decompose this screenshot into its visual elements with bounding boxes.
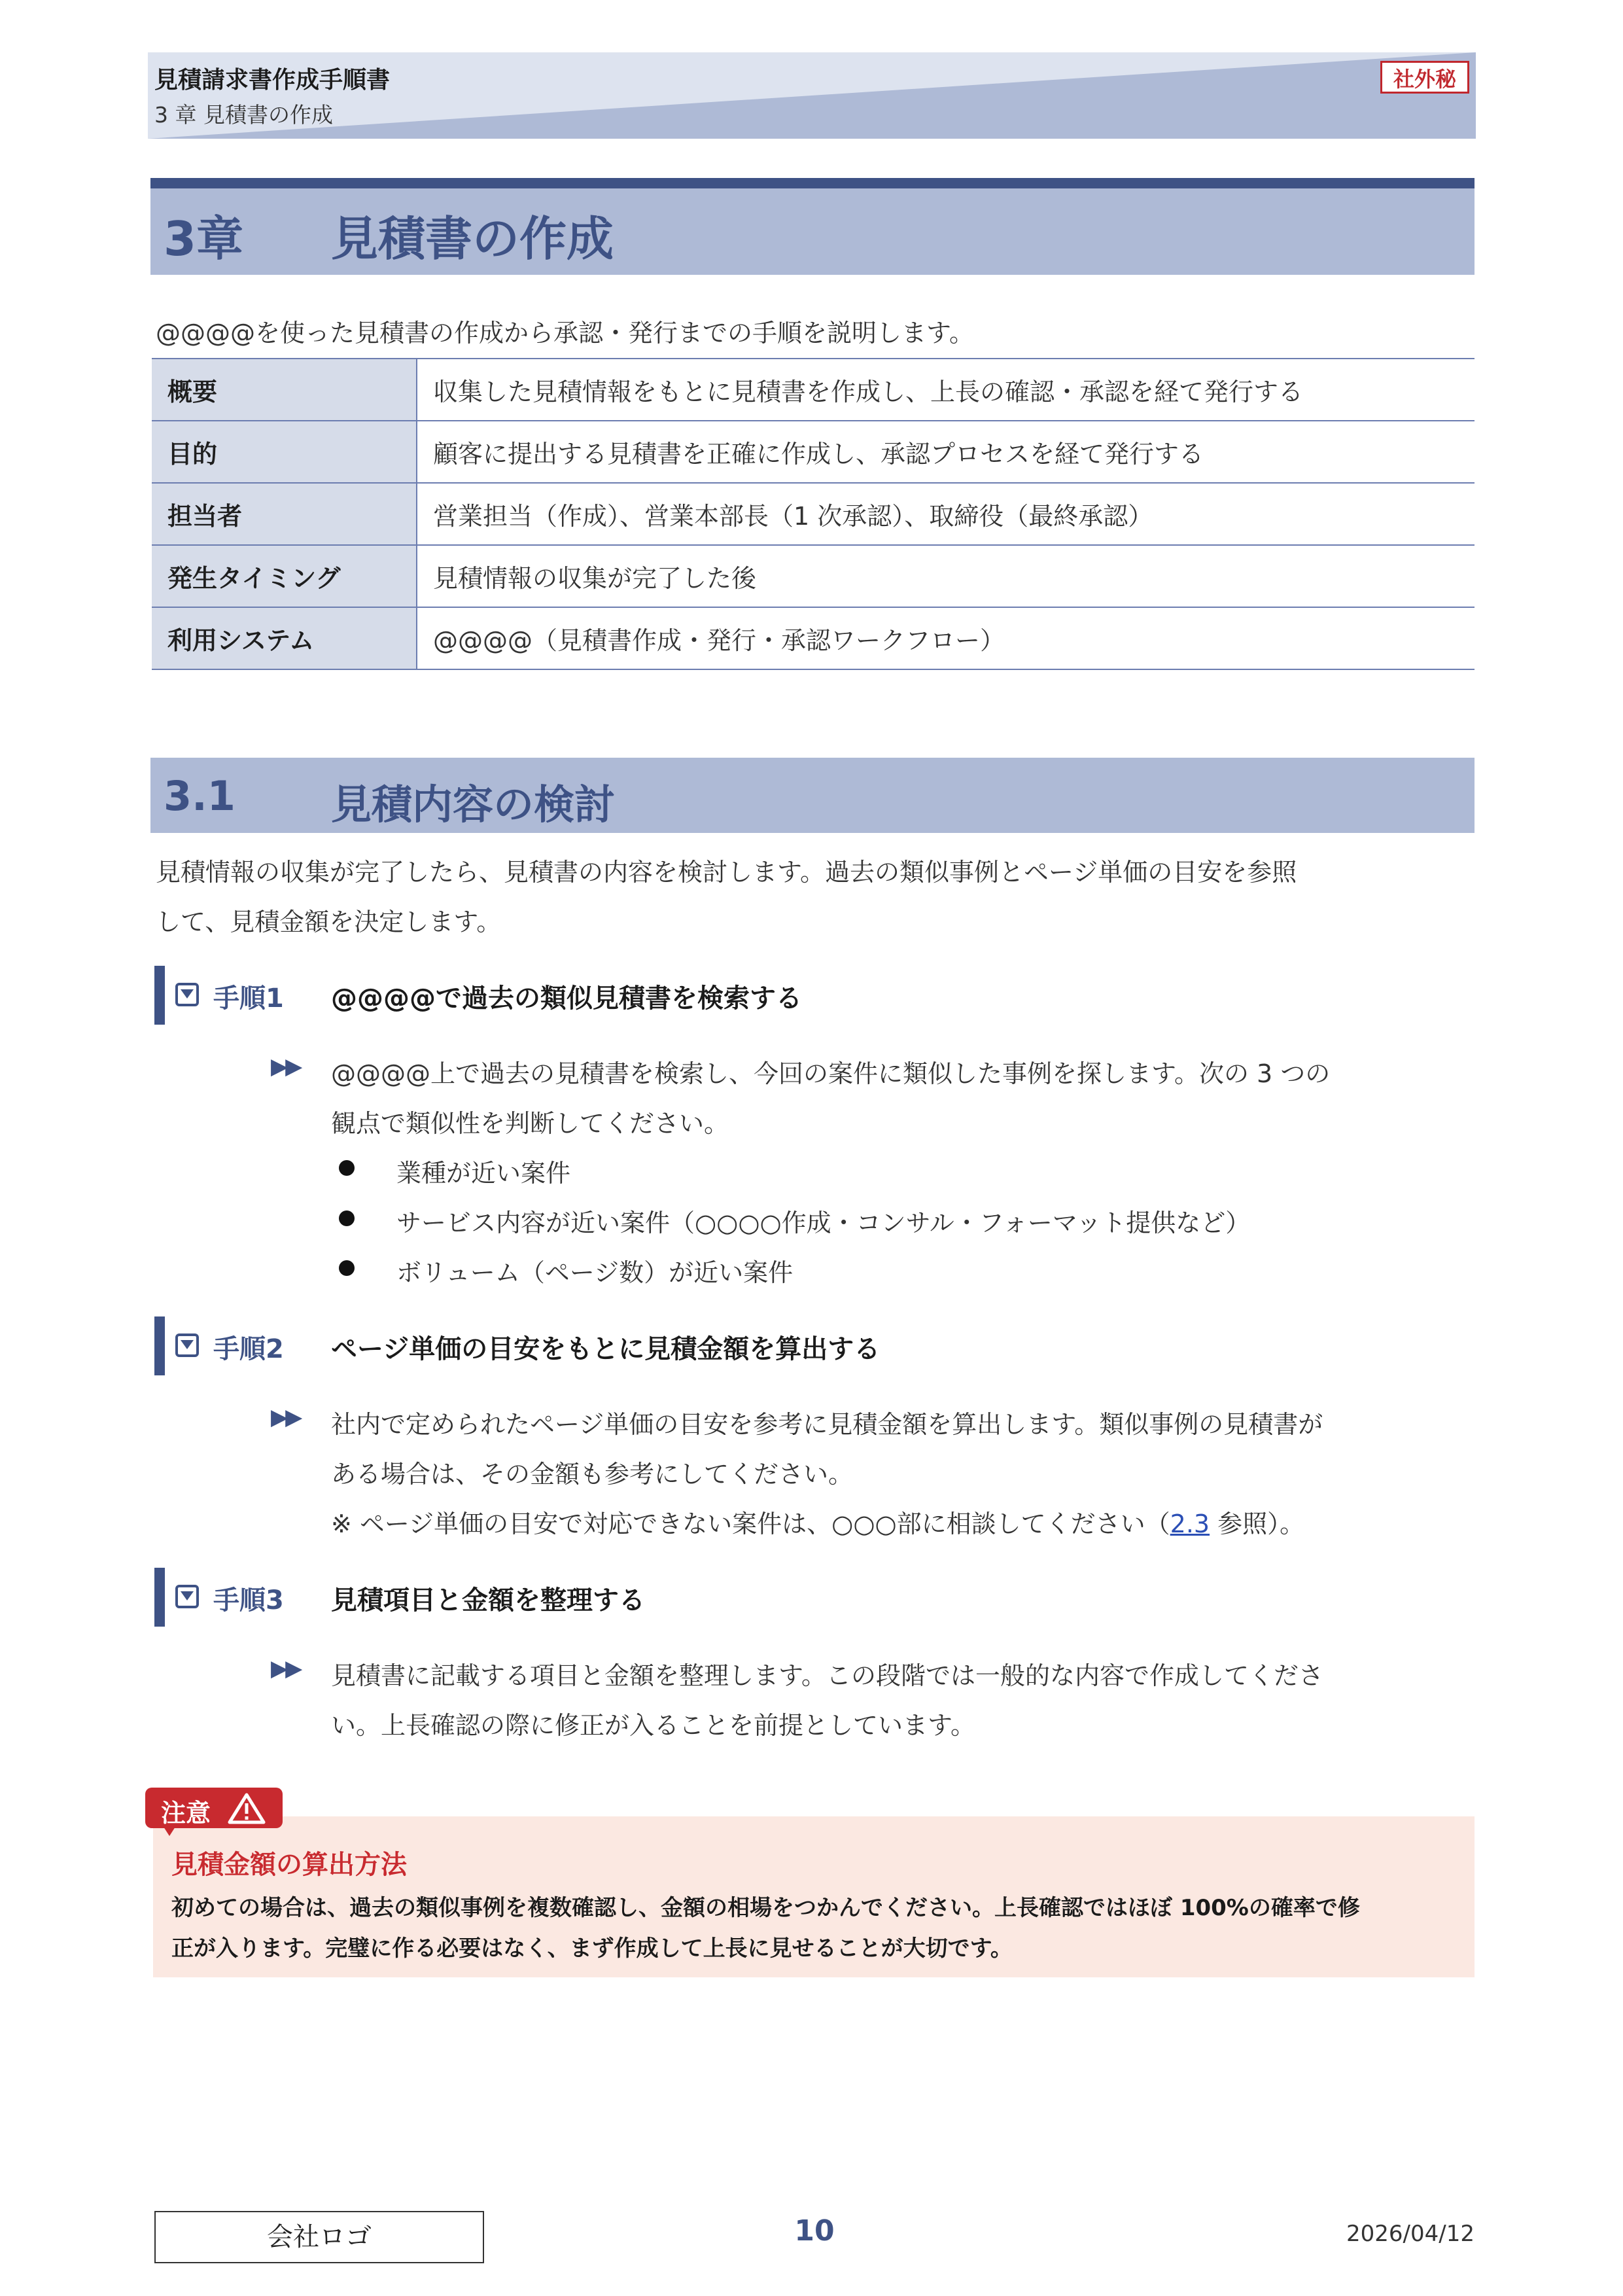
step-marker-bar xyxy=(154,966,165,1025)
bullet-dot xyxy=(339,1260,355,1276)
double-arrow-icon: ▶▶ xyxy=(271,1404,300,1430)
table-row xyxy=(152,545,1475,607)
section-link[interactable]: 2.3 xyxy=(1170,1510,1210,1538)
step-title: ページ単価の目安をもとに見積金額を算出する xyxy=(331,1334,881,1364)
table-key-owner: 担当者 xyxy=(152,483,417,545)
company-logo-placeholder: 会社ロゴ xyxy=(154,2211,484,2263)
chapter-intro: @@@@を使った見積書の作成から承認・発行までの手順を説明します。 xyxy=(156,319,974,347)
table-key-system: 利用システム xyxy=(152,607,417,669)
step-note xyxy=(331,1504,1304,1540)
table-value-system: @@@@（見積書作成・発行・承認ワークフロー） xyxy=(417,607,1475,669)
step-label: 手順2 xyxy=(213,1334,284,1364)
section-intro-line: 見積情報の収集が完了したら、見積書の内容を検討します。過去の類似事例とページ単価の目安を参照 xyxy=(156,858,1297,887)
table-row xyxy=(152,359,1475,421)
caution-text-line: 正が入ります。完璧に作る必要はなく、まず作成して上長に見せることが大切です。 xyxy=(171,1935,1013,1962)
table-value-owner: 営業担当（作成）、営業本部長（1 次承認）、取締役（最終承認） xyxy=(417,483,1475,545)
step-text-line: @@@@上で過去の見積書を検索し、今回の案件に類似した事例を探します。次の 3 つの xyxy=(331,1059,1331,1088)
page-number: 10 xyxy=(794,2214,835,2248)
header-doc-title: 見積請求書作成手順書 xyxy=(154,67,391,94)
step-label: 手順1 xyxy=(213,983,284,1014)
table-row xyxy=(152,607,1475,669)
table-row xyxy=(152,483,1475,545)
table-key-overview: 概要 xyxy=(152,359,417,421)
step-label: 手順3 xyxy=(213,1585,284,1616)
table-value-purpose: 顧客に提出する見積書を正確に作成し、承認プロセスを経て発行する xyxy=(417,421,1475,483)
chapter-top-rule xyxy=(150,178,1475,188)
table-key-purpose: 目的 xyxy=(152,421,417,483)
step-marker-bar xyxy=(154,1316,165,1375)
confidential-stamp: 社外秘 xyxy=(1380,61,1469,94)
caution-text-line: 初めての場合は、過去の類似事例を複数確認し、金額の相場をつかんでください。上長確認ではほぼ 100%の確率で修 xyxy=(171,1895,1360,1921)
chevron-down-icon xyxy=(175,983,199,1006)
step-marker-bar xyxy=(154,1568,165,1627)
step-title: @@@@で過去の類似見積書を検索する xyxy=(331,983,802,1014)
header-chapter-line: 3 章 見積書の作成 xyxy=(154,102,333,128)
bullet-dot xyxy=(339,1210,355,1226)
bullet-item: サービス内容が近い案件（○○○○作成・コンサル・フォーマット提供など） xyxy=(396,1209,1251,1237)
step-text-line: ある場合は、その金額も参考にしてください。 xyxy=(331,1460,854,1489)
bullet-item: 業種が近い案件 xyxy=(396,1159,571,1188)
chevron-down-icon xyxy=(175,1585,199,1608)
table-value-timing: 見積情報の収集が完了した後 xyxy=(417,545,1475,607)
double-arrow-icon: ▶▶ xyxy=(271,1655,300,1682)
table-key-timing: 発生タイミング xyxy=(152,545,417,607)
step-text-line: 観点で類似性を判断してください。 xyxy=(331,1109,729,1138)
step-title: 見積項目と金額を整理する xyxy=(331,1585,645,1616)
step-note-suffix: 参照）。 xyxy=(1210,1510,1305,1538)
section-number: 3.1 xyxy=(164,772,236,820)
table-value-overview: 収集した見積情報をもとに見積書を作成し、上長の確認・承認を経て発行する xyxy=(417,359,1475,421)
chapter-number: 3章 xyxy=(164,211,244,266)
step-text-line: い。上長確認の際に修正が入ることを前提としています。 xyxy=(331,1711,975,1740)
step-text-line: 見積書に記載する項目と金額を整理します。この段階では一般的な内容で作成してくださ xyxy=(331,1661,1323,1690)
section-title: 見積内容の検討 xyxy=(331,781,616,828)
table-row xyxy=(152,421,1475,483)
warning-triangle-icon xyxy=(228,1792,266,1828)
step-text-line: 社内で定められたページ単価の目安を参考に見積金額を算出します。類似事例の見積書が xyxy=(331,1410,1323,1439)
chevron-down-icon xyxy=(175,1333,199,1357)
bullet-item: ボリューム（ページ数）が近い案件 xyxy=(396,1258,794,1287)
chapter-title: 見積書の作成 xyxy=(331,211,614,266)
double-arrow-icon: ▶▶ xyxy=(271,1053,300,1080)
footer-date: 2026/04/12 xyxy=(1346,2221,1475,2247)
caution-title: 見積金額の算出方法 xyxy=(171,1850,407,1880)
section-intro-line: して、見積金額を決定します。 xyxy=(156,908,502,936)
summary-table xyxy=(152,358,1475,670)
bullet-dot xyxy=(339,1160,355,1176)
caution-label: 注意 xyxy=(161,1799,211,1828)
step-note-prefix: ※ ページ単価の目安で対応できない案件は、○○○部に相談してください（ xyxy=(331,1510,1170,1538)
